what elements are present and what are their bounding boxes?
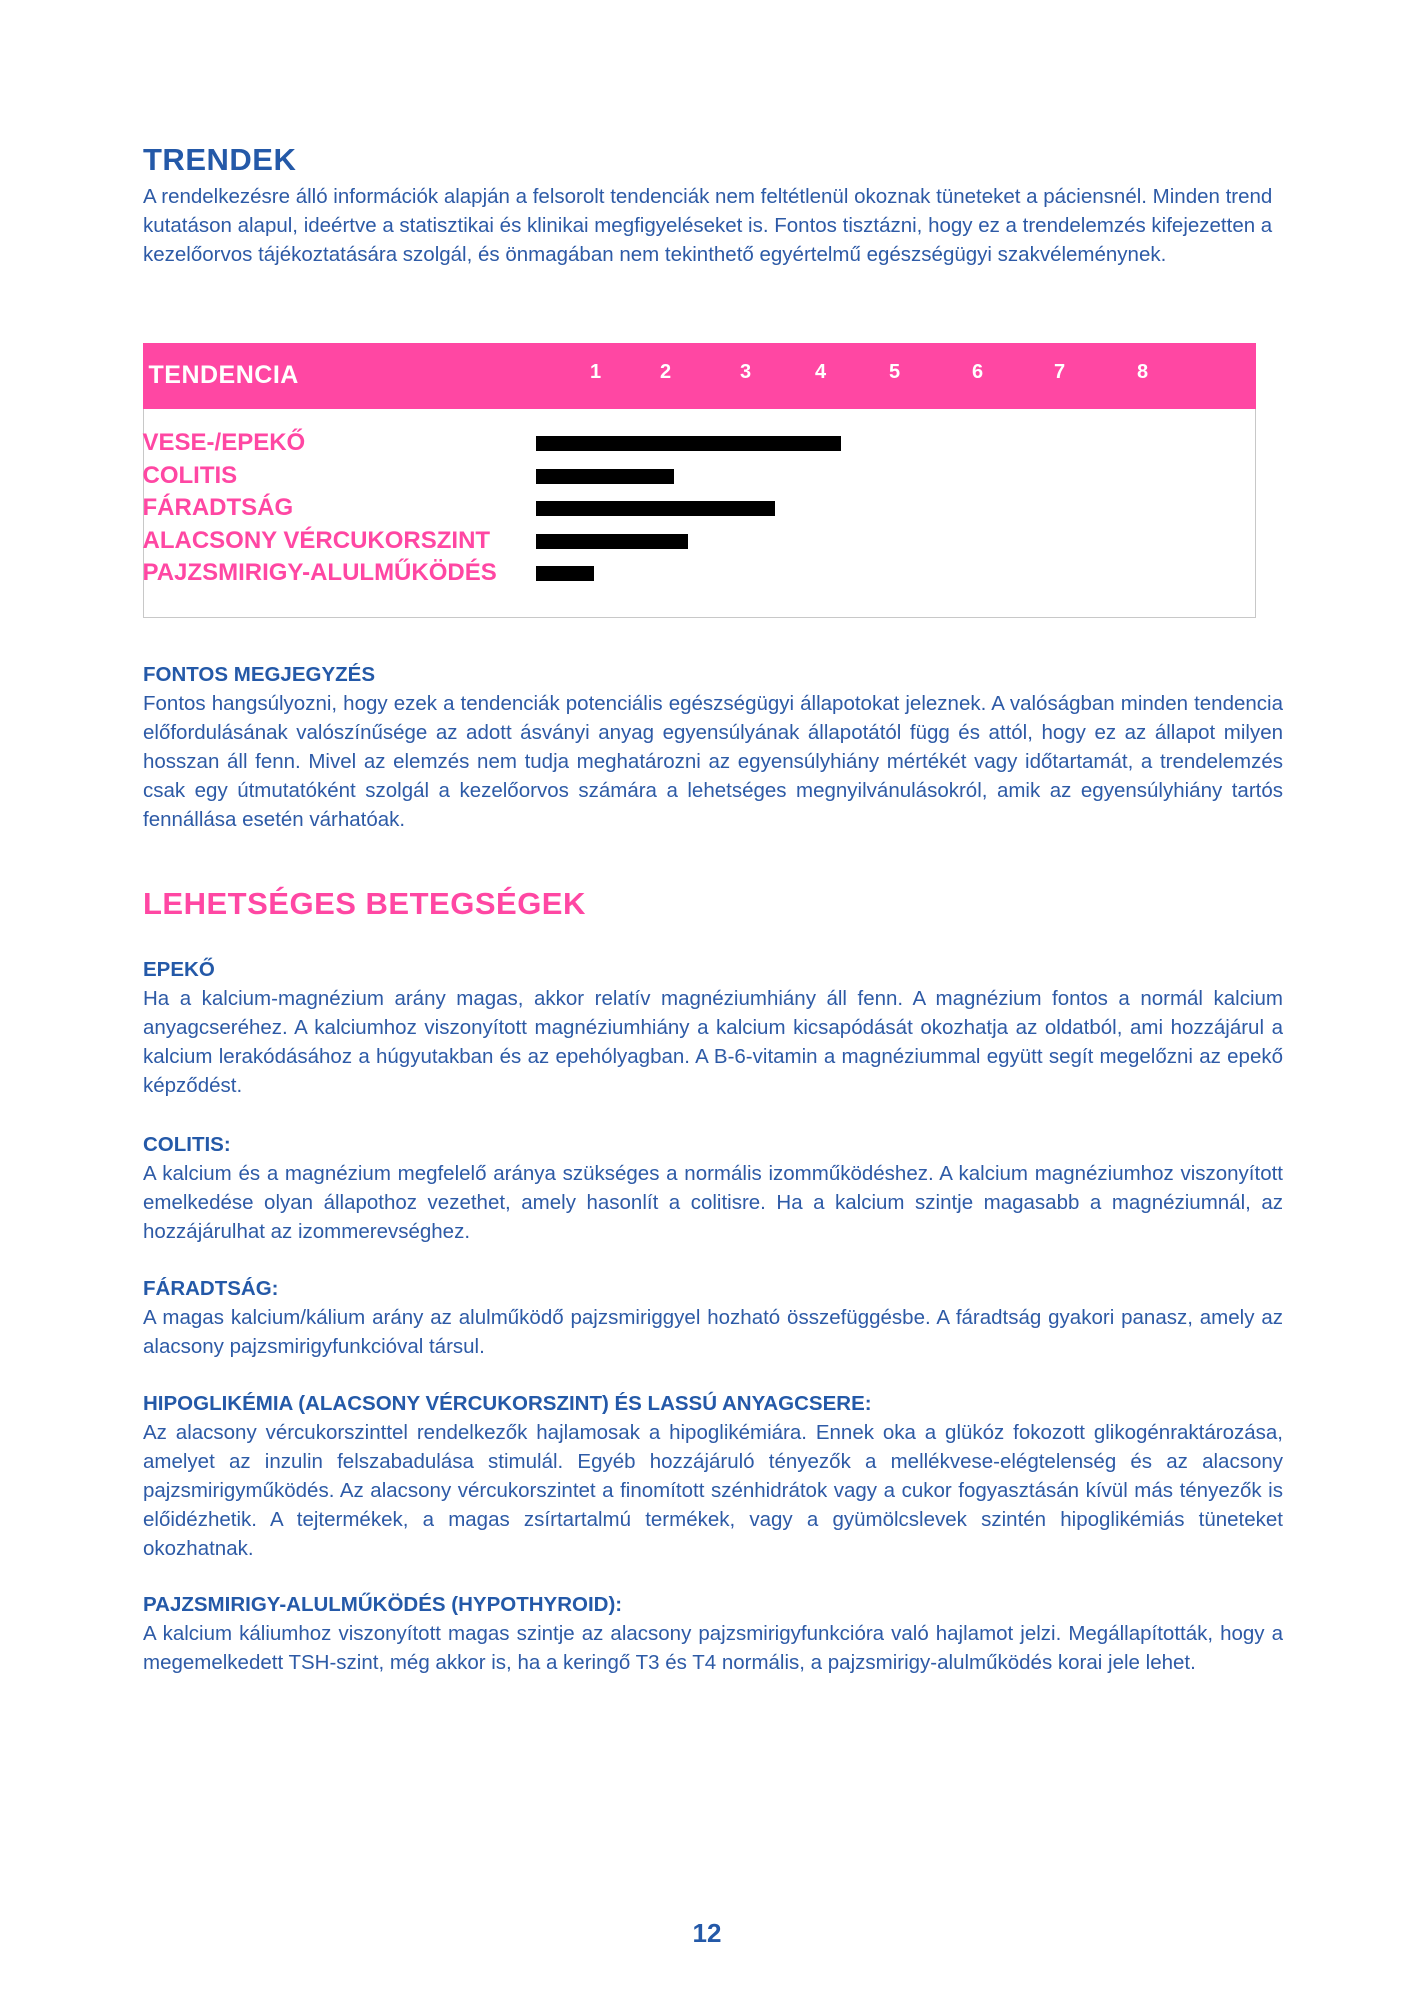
trend-row-label: COLITIS	[142, 461, 238, 489]
trend-chart-header	[143, 343, 1256, 409]
scale-tick: 7	[1053, 360, 1066, 383]
disease-section-colitis	[143, 1130, 1283, 1246]
disease-heading: PAJZSMIRIGY-ALULMŰKÖDÉS (HYPOTHYROID):	[143, 1593, 623, 1616]
trend-chart-title: TENDENCIA	[148, 360, 299, 389]
trend-row-label: ALACSONY VÉRCUKORSZINT	[142, 526, 491, 554]
trend-row	[143, 460, 1243, 492]
disease-section-hypoglycemia	[143, 1389, 1283, 1563]
scale-tick: 1	[589, 360, 602, 383]
trend-row	[143, 557, 1243, 589]
page-number: 12	[692, 1918, 722, 1948]
scale-tick: 5	[888, 360, 901, 383]
trend-row	[143, 427, 1243, 459]
disease-heading: COLITIS:	[143, 1133, 231, 1156]
trend-bar	[536, 469, 674, 484]
scale-tick: 6	[971, 360, 984, 383]
important-note-text: Fontos hangsúlyozni, hogy ezek a tendenciák potenciális egészségügyi állapotokat jeleznek. A valóságban minden tendencia előfordulásának valószínűsége az adott ásványi anyag egyensúlyának állapotától függ és attól, hogy ez az állapot milyen hosszan áll fenn. Mivel az elemzés nem tudja meghatározni az egyensúlyhiány mértékét vagy időtartamát, a trendelemzés csak egy útmutatóként szolgál a kezelőorvos számára a lehetséges megnyilvánulásokról, amik az egyensúlyhiány tartós fennállása esetén várhatóak.	[143, 692, 1283, 831]
scale-tick: 4	[814, 360, 827, 383]
trend-chart	[143, 343, 1256, 618]
trend-row	[143, 492, 1243, 524]
trends-title: TRENDEK	[143, 142, 297, 177]
disease-heading: HIPOGLIKÉMIA (ALACSONY VÉRCUKORSZINT) ÉS LASSÚ ANYAGCSERE:	[143, 1392, 872, 1415]
trend-row-label: PAJZSMIRIGY-ALULMŰKÖDÉS	[142, 559, 497, 586]
disease-text: A kalcium káliumhoz viszonyított magas szintje az alacsony pajzsmirigyfunkcióra való hajlamot jelzi. Megállapították, hogy a megemelkedett TSH-szint, még akkor is, ha a keringő T3 és T4 normális, a pajzsmirigy-alulműködés korai jele lehet.	[143, 1622, 1283, 1674]
disease-section-fatigue	[143, 1274, 1283, 1361]
disease-text: Az alacsony vércukorszinttel rendelkezők hajlamosak a hipoglikémiára. Ennek oka a glükóz fokozott glikogénraktározása, amelyet az inzulin felszabadulása stimulál. Egyéb hozzájáruló tényezők a mellékvese-elégtelenség és az alacsony pajzsmirigyműködés. Az alacsony vércukorszintet a finomított szénhidrátok vagy a cukor fogyasztásán kívül más tényezők is előidézhetik. A tejtermékek, a magas zsírtartalmú termékek, vagy a gyümölcslevek szintén hipoglikémiás tüneteket okozhatnak.	[143, 1421, 1283, 1560]
trends-intro: A rendelkezésre álló információk alapján a felsorolt tendenciák nem feltétlenül okoznak tüneteket a páciensnél. Minden trend kutatáson alapul, ideértve a statisztikai és klinikai megfigyeléseket is. Fontos tisztázni, hogy ez a trendelemzés kifejezetten a kezelőorvos tájékoztatására szolgál, és önmagában nem tekinthető egyértelmű egészségügyi szakvéleménynek.	[143, 185, 1273, 266]
trend-row	[143, 525, 1243, 557]
trend-bar	[536, 566, 594, 581]
important-note-heading: FONTOS MEGJEGYZÉS	[143, 663, 375, 686]
trend-bar	[536, 501, 775, 516]
trend-row-label: FÁRADTSÁG	[142, 494, 294, 521]
trend-bar	[536, 436, 841, 451]
scale-tick: 3	[739, 360, 752, 383]
trend-row-label: VESE-/EPEKŐ	[142, 429, 306, 456]
disease-section-gallstone	[143, 955, 1283, 1100]
disease-heading: FÁRADTSÁG:	[143, 1277, 279, 1300]
important-note	[143, 660, 1283, 834]
scale-tick: 8	[1136, 360, 1149, 383]
disease-text: A kalcium és a magnézium megfelelő aránya szükséges a normális izomműködéshez. A kalcium magnéziumhoz viszonyított emelkedése olyan állapothoz vezethet, amely hasonlít a colitisre. Ha a kalcium szintje magasabb a magnéziumnál, az hozzájárulhat az izommerevséghez.	[143, 1162, 1283, 1243]
disease-heading: EPEKŐ	[143, 958, 215, 981]
trend-bar	[536, 534, 688, 549]
scale-tick: 2	[659, 360, 672, 383]
disease-text: Ha a kalcium-magnézium arány magas, akkor relatív magnéziumhiány áll fenn. A magnézium fontos a normál kalcium anyagcseréhez. A kalciumhoz viszonyított magnéziumhiány a kalcium kicsapódását okozhatja az oldatból, ami hozzájárul a kalcium lerakódásához a húgyutakban és az epehólyagban. A B-6-vitamin a magnéziummal együtt segít megelőzni az epekő képződést.	[143, 987, 1283, 1097]
disease-text: A magas kalcium/kálium arány az alulműködő pajzsmiriggyel hozható összefüggésbe. A fáradtság gyakori panasz, amely az alacsony pajzsmirigyfunkcióval társul.	[143, 1306, 1283, 1358]
disease-section-hypothyroid	[143, 1590, 1283, 1677]
possible-diseases-title: LEHETSÉGES BETEGSÉGEK	[143, 886, 586, 921]
